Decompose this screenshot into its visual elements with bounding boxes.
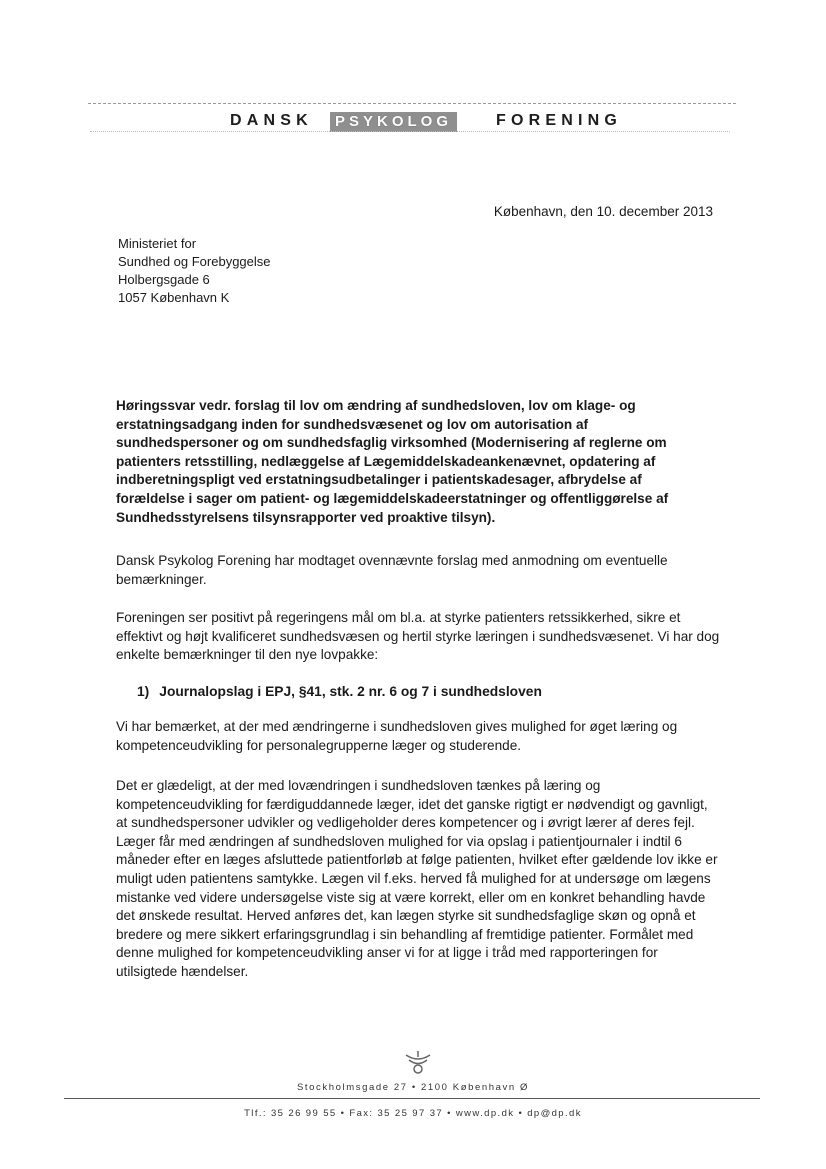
recipient-line: Ministeriet for (118, 236, 197, 251)
letterhead-psykolog: PSYKOLOG (330, 112, 457, 132)
footer-rule (64, 1098, 760, 1099)
section-heading-1 (137, 684, 542, 699)
letter-subject: Høringssvar vedr. forslag til lov om ændring af sundhedsloven, lov om klage- og erstatningsadgang inden for sundhedsvæsenet og lov om autorisation af sundhedspersoner og om sundhedsfaglig virksomhed (Modernisering af reglerne om patienters retsstilling, nedlæggelse af Lægemiddelskadeankenævnet, opdatering af indberetningspligt ved erstatningsudbetalinger i patientskadesager, afbrydelse af forældelse i sager om patient- og lægemiddelskadeerstatninger og offentliggørelse af Sundhedsstyrelsens tilsynsrapporter ved proaktive tilsyn). (116, 398, 669, 525)
footer-contact: Tlf.: 35 26 99 55 • Fax: 35 25 97 37 • www.dp.dk • dp@dp.dk (244, 1108, 582, 1119)
section1-paragraph-a: Vi har bemærket, at der med ændringerne i sundhedsloven gives mulighed for øget læring og kompetenceudvikling for personalegrupperne læger og studerende. (116, 719, 678, 753)
association-logo-icon (400, 1049, 436, 1077)
letterhead-top-rule (88, 103, 736, 104)
section1-paragraph-b: Det er glædeligt, at der med lovændringen i sundhedsloven tænkes på læring og kompetenceudvikling for færdiguddannede læger, idet det ganske rigtigt er nødvendigt og gavnligt, at sundhedspersoner udvikler og vedligeholder deres kompetencer og i øvrigt lærer af deres fejl. Læger får med ændringen af sundhedsloven mulighed for via opslag i patientjournaler i indtil 6 måneder efter en læges afsluttede patientforløb at følge patienten, hvilket efter gældende lov ikke er muligt uden patientens samtykke. Lægen vil f.eks. herved få mulighed for at undersøge om lægens mistanke ved videre undersøgelse viste sig at være korrekt, eller om en konkret behandling havde det ønskede resultat. Herved anføres det, kan lægen styrke sit sundhedsfaglige skøn og opnå et bredere og mere sikkert erfaringsgrundlag i sin behandling af fremtidige patienter. Formålet med denne mulighed for kompetenceudvikling anser vi for at ligge i tråd med rapporteringen for utilsigtede hændelser. (116, 778, 718, 979)
letterhead-forening: FORENING (496, 112, 623, 129)
recipient-line: Holbergsgade 6 (118, 272, 210, 287)
letterhead-bottom-rule (90, 131, 730, 132)
position-paragraph: Foreningen ser positivt på regeringens mål om bl.a. at styrke patienters retssikkerhed, sikre et effektivt og højt kvalificeret sundhedsvæsen og hertil styrke læringen i sundhedsvæsenet. Vi har dog enkelte bemærkninger til den nye lovpakke: (116, 610, 720, 663)
letterhead (0, 112, 826, 136)
recipient-line: 1057 København K (118, 290, 230, 305)
footer-address: Stockholmsgade 27 • 2100 København Ø (296, 1082, 530, 1093)
letter-date: København, den 10. december 2013 (493, 204, 713, 219)
intro-paragraph: Dansk Psykolog Forening har modtaget ovennævnte forslag med anmodning om eventuelle bemærkninger. (116, 553, 668, 587)
section-title: Journalopslag i EPJ, §41, stk. 2 nr. 6 og 7 i sundhedsloven (159, 684, 542, 699)
recipient-line: Sundhed og Forebyggelse (118, 254, 271, 269)
recipient-address (118, 235, 271, 307)
section-number: 1) (137, 684, 150, 699)
letterhead-dansk: DANSK (230, 112, 313, 129)
